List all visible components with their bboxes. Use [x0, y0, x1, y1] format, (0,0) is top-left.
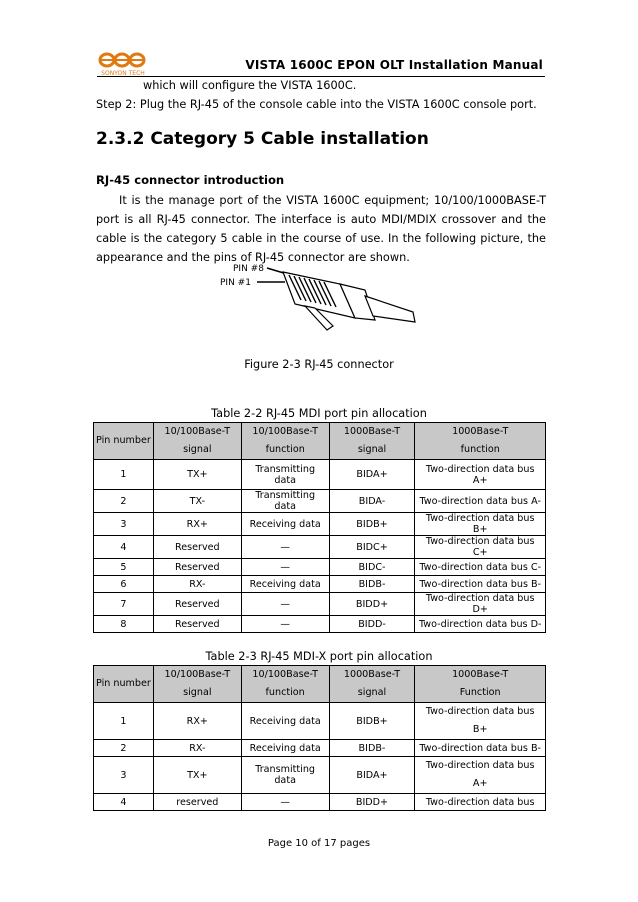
table-cell: reserved	[153, 794, 241, 811]
table-cell: RX+	[153, 513, 241, 536]
table-cell: 6	[94, 576, 154, 593]
table-row	[94, 703, 546, 740]
intro-line-2: Step 2: Plug the RJ-45 of the console cable into the VISTA 1600C console port.	[96, 98, 537, 111]
column-header-line: Pin number	[96, 678, 151, 689]
table-cell: Reserved	[153, 593, 241, 616]
table-row	[94, 536, 546, 559]
table-row	[94, 616, 546, 633]
table-cell: Two-direction data bus	[415, 794, 546, 811]
column-header-line: 10/100Base-T	[164, 426, 231, 437]
table-row	[94, 740, 546, 757]
table-cell: 1	[94, 460, 154, 490]
table-cell: Two-direction data bus B+	[415, 513, 546, 536]
table-cell: —	[241, 794, 329, 811]
table-cell: Transmitting data	[241, 460, 329, 490]
table-cell: BIDB+	[329, 703, 415, 740]
column-header-line: signal	[183, 687, 212, 698]
table-cell: 7	[94, 593, 154, 616]
table-cell: —	[241, 593, 329, 616]
mdi-pin-table	[93, 422, 546, 633]
table-cell: BIDB+	[329, 513, 415, 536]
table-cell: Two-direction data bus B-	[415, 740, 546, 757]
table-cell: Two-direction data bus C+	[415, 536, 546, 559]
table-row	[94, 794, 546, 811]
table-cell: Receiving data	[241, 703, 329, 740]
table-cell: TX+	[153, 757, 241, 794]
table-cell: Two-direction data bus D-	[415, 616, 546, 633]
svg-text:SONYON TECH: SONYON TECH	[101, 70, 145, 77]
intro-line-1: which will configure the VISTA 1600C.	[143, 79, 357, 92]
table-cell: 2	[94, 740, 154, 757]
column-header-line: signal	[357, 687, 387, 698]
header-title: VISTA 1600C EPON OLT Installation Manual	[245, 58, 543, 72]
column-header-line: 1000Base-T	[452, 669, 509, 680]
page-footer: Page 10 of 17 pages	[267, 838, 371, 849]
table-cell: Reserved	[153, 559, 241, 576]
table-cell: Two-direction data bus A-	[415, 490, 546, 513]
table-header-row	[94, 666, 546, 703]
table-cell: 2	[94, 490, 154, 513]
column-header-line: 10/100Base-T	[164, 669, 231, 680]
table-cell: BIDD-	[329, 616, 415, 633]
table-cell: BIDD+	[329, 794, 415, 811]
table-cell: Two-direction data bus A+	[415, 460, 546, 490]
table-cell: 5	[94, 559, 154, 576]
pin1-label: PIN #1	[220, 278, 251, 288]
table-cell: Receiving data	[241, 576, 329, 593]
column-header	[415, 666, 546, 703]
column-header	[94, 423, 154, 460]
table-cell: BIDA-	[329, 490, 415, 513]
table-cell: Two-direction data bus D+	[415, 593, 546, 616]
column-header	[415, 423, 546, 460]
table-cell: Receiving data	[241, 740, 329, 757]
table-cell: RX+	[153, 703, 241, 740]
table-cell: —	[241, 559, 329, 576]
table-cell: RX-	[153, 576, 241, 593]
table-cell: 4	[94, 536, 154, 559]
table-cell: 3	[94, 757, 154, 794]
column-header-line: signal	[183, 444, 212, 455]
table-cell: TX-	[153, 490, 241, 513]
column-header-line: Pin number	[96, 435, 151, 446]
table-cell: Two-direction data bus B-	[415, 576, 546, 593]
column-header	[241, 666, 329, 703]
column-header	[153, 423, 241, 460]
table-row	[94, 757, 546, 794]
table-cell: Two-direction data bus B+	[415, 703, 546, 740]
table-header-row	[94, 423, 546, 460]
table-cell: 8	[94, 616, 154, 633]
column-header	[329, 666, 415, 703]
table-cell: Two-direction data bus A+	[415, 757, 546, 794]
table-cell: 4	[94, 794, 154, 811]
table-cell: BIDC-	[329, 559, 415, 576]
table-cell: BIDA+	[329, 460, 415, 490]
column-header	[94, 666, 154, 703]
table-cell: —	[241, 536, 329, 559]
table-cell: Transmitting data	[241, 757, 329, 794]
table-cell: RX-	[153, 740, 241, 757]
table-cell: —	[241, 616, 329, 633]
pin8-label: PIN #8	[233, 264, 264, 274]
column-header-line: function	[460, 444, 500, 455]
table-cell: BIDC+	[329, 536, 415, 559]
table-row	[94, 513, 546, 536]
column-header-line: signal	[357, 444, 387, 455]
column-header-line: Function	[459, 687, 501, 698]
section-heading: 2.3.2 Category 5 Cable installation	[96, 129, 429, 149]
table-row	[94, 593, 546, 616]
column-header-line: 10/100Base-T	[252, 426, 318, 437]
table-cell: Two-direction data bus C-	[415, 559, 546, 576]
table-cell: 1	[94, 703, 154, 740]
table1-caption: Table 2-2 RJ-45 MDI port pin allocation	[211, 407, 427, 420]
table2-caption: Table 2-3 RJ-45 MDI-X port pin allocation	[205, 650, 433, 663]
column-header-line: function	[265, 687, 305, 698]
table-row	[94, 490, 546, 513]
table-cell: BIDD+	[329, 593, 415, 616]
column-header-line: 1000Base-T	[452, 426, 509, 437]
table-cell: BIDB-	[329, 740, 415, 757]
table-cell: TX+	[153, 460, 241, 490]
subheading: RJ-45 connector introduction	[96, 173, 285, 187]
column-header-line: 10/100Base-T	[252, 669, 318, 680]
table-cell: Reserved	[153, 616, 241, 633]
rj45-connector-figure	[215, 260, 425, 340]
column-header	[329, 423, 415, 460]
table-row	[94, 460, 546, 490]
table-row	[94, 576, 546, 593]
table-row	[94, 559, 546, 576]
table-cell: BIDA+	[329, 757, 415, 794]
table-cell: Receiving data	[241, 513, 329, 536]
figure-caption: Figure 2-3 RJ-45 connector	[244, 358, 394, 371]
body-paragraph: It is the manage port of the VISTA 1600C equipment; 10/100/1000BASE-T port is all RJ-45 connector. The interface is auto MDI/MDIX crossover and the cable is the category 5 cable in the course of use. In the following picture, the appearance and the pins of RJ-45 connector are shown.	[96, 194, 546, 264]
table-cell: 3	[94, 513, 154, 536]
column-header-line: function	[265, 444, 305, 455]
table-cell: Transmitting data	[241, 490, 329, 513]
company-logo	[97, 49, 149, 77]
column-header-line: 1000Base-T	[343, 669, 401, 680]
column-header	[241, 423, 329, 460]
table-cell: BIDB-	[329, 576, 415, 593]
column-header-line: 1000Base-T	[343, 426, 401, 437]
mdix-pin-table	[93, 665, 546, 811]
column-header	[153, 666, 241, 703]
table-cell: Reserved	[153, 536, 241, 559]
